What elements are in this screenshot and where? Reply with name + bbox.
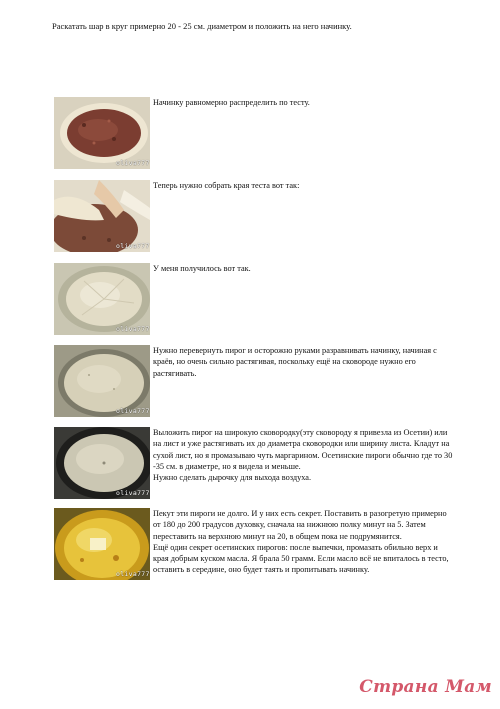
photo-watermark: oliva777 <box>116 570 150 578</box>
step-1-text: Начинку равномерно распределить по тесту. <box>153 98 310 107</box>
step-6-text: Пекут эти пироги не долго. И у них есть секрет. Поставить в разогретую примерно от 180 до 200 градусов духовку, сначала на нижнюю полку минут на 5. Затем переставить на верхнюю минут на 20, в общем пока не подрумянится. Ещё один секрет осетинских пирогов: после выпечки, промазать обильно верх и края добрым куском масла. Я брала 50 грамм. Если масло всё не впиталось в тесто, оставить в середине, оно будет таять и пропитывать начинку. <box>153 509 449 575</box>
step-3-text: У меня получилось вот так. <box>153 264 251 273</box>
photo-watermark: oliva777 <box>116 325 150 333</box>
site-logo: Страна Мам <box>359 677 492 697</box>
photo-watermark: oliva777 <box>116 242 150 250</box>
step-4-text: Нужно перевернуть пирог и осторожно руками разравнивать начинку, начиная с краёв, но очень сильно растягивая, поскольку ещё на сковороде нужно его растягивать. <box>153 346 437 378</box>
intro-text: Раскатать шар в круг примерно 20 - 25 см. диаметром и положить на него начинку. <box>52 21 352 31</box>
step-2-text: Теперь нужно собрать края теста вот так: <box>153 181 300 190</box>
photo-watermark: oliva777 <box>116 489 150 497</box>
photo-watermark: oliva777 <box>116 407 150 415</box>
photo-watermark: oliva777 <box>116 159 150 167</box>
step-5-text: Выложить пирог на широкую сковородку(эту сковороду я привезла из Осетии) или на лист и уже растягивать их до диаметра сковородки или ширину листа. Кладут на сухой лист, но я промазываю чуть маргарином. Осетинские пироги обычно где то 30 -35 см. в диаметре, но я видела и меньше. Нужно сделать дырочку для выхода воздуха. <box>153 428 453 483</box>
